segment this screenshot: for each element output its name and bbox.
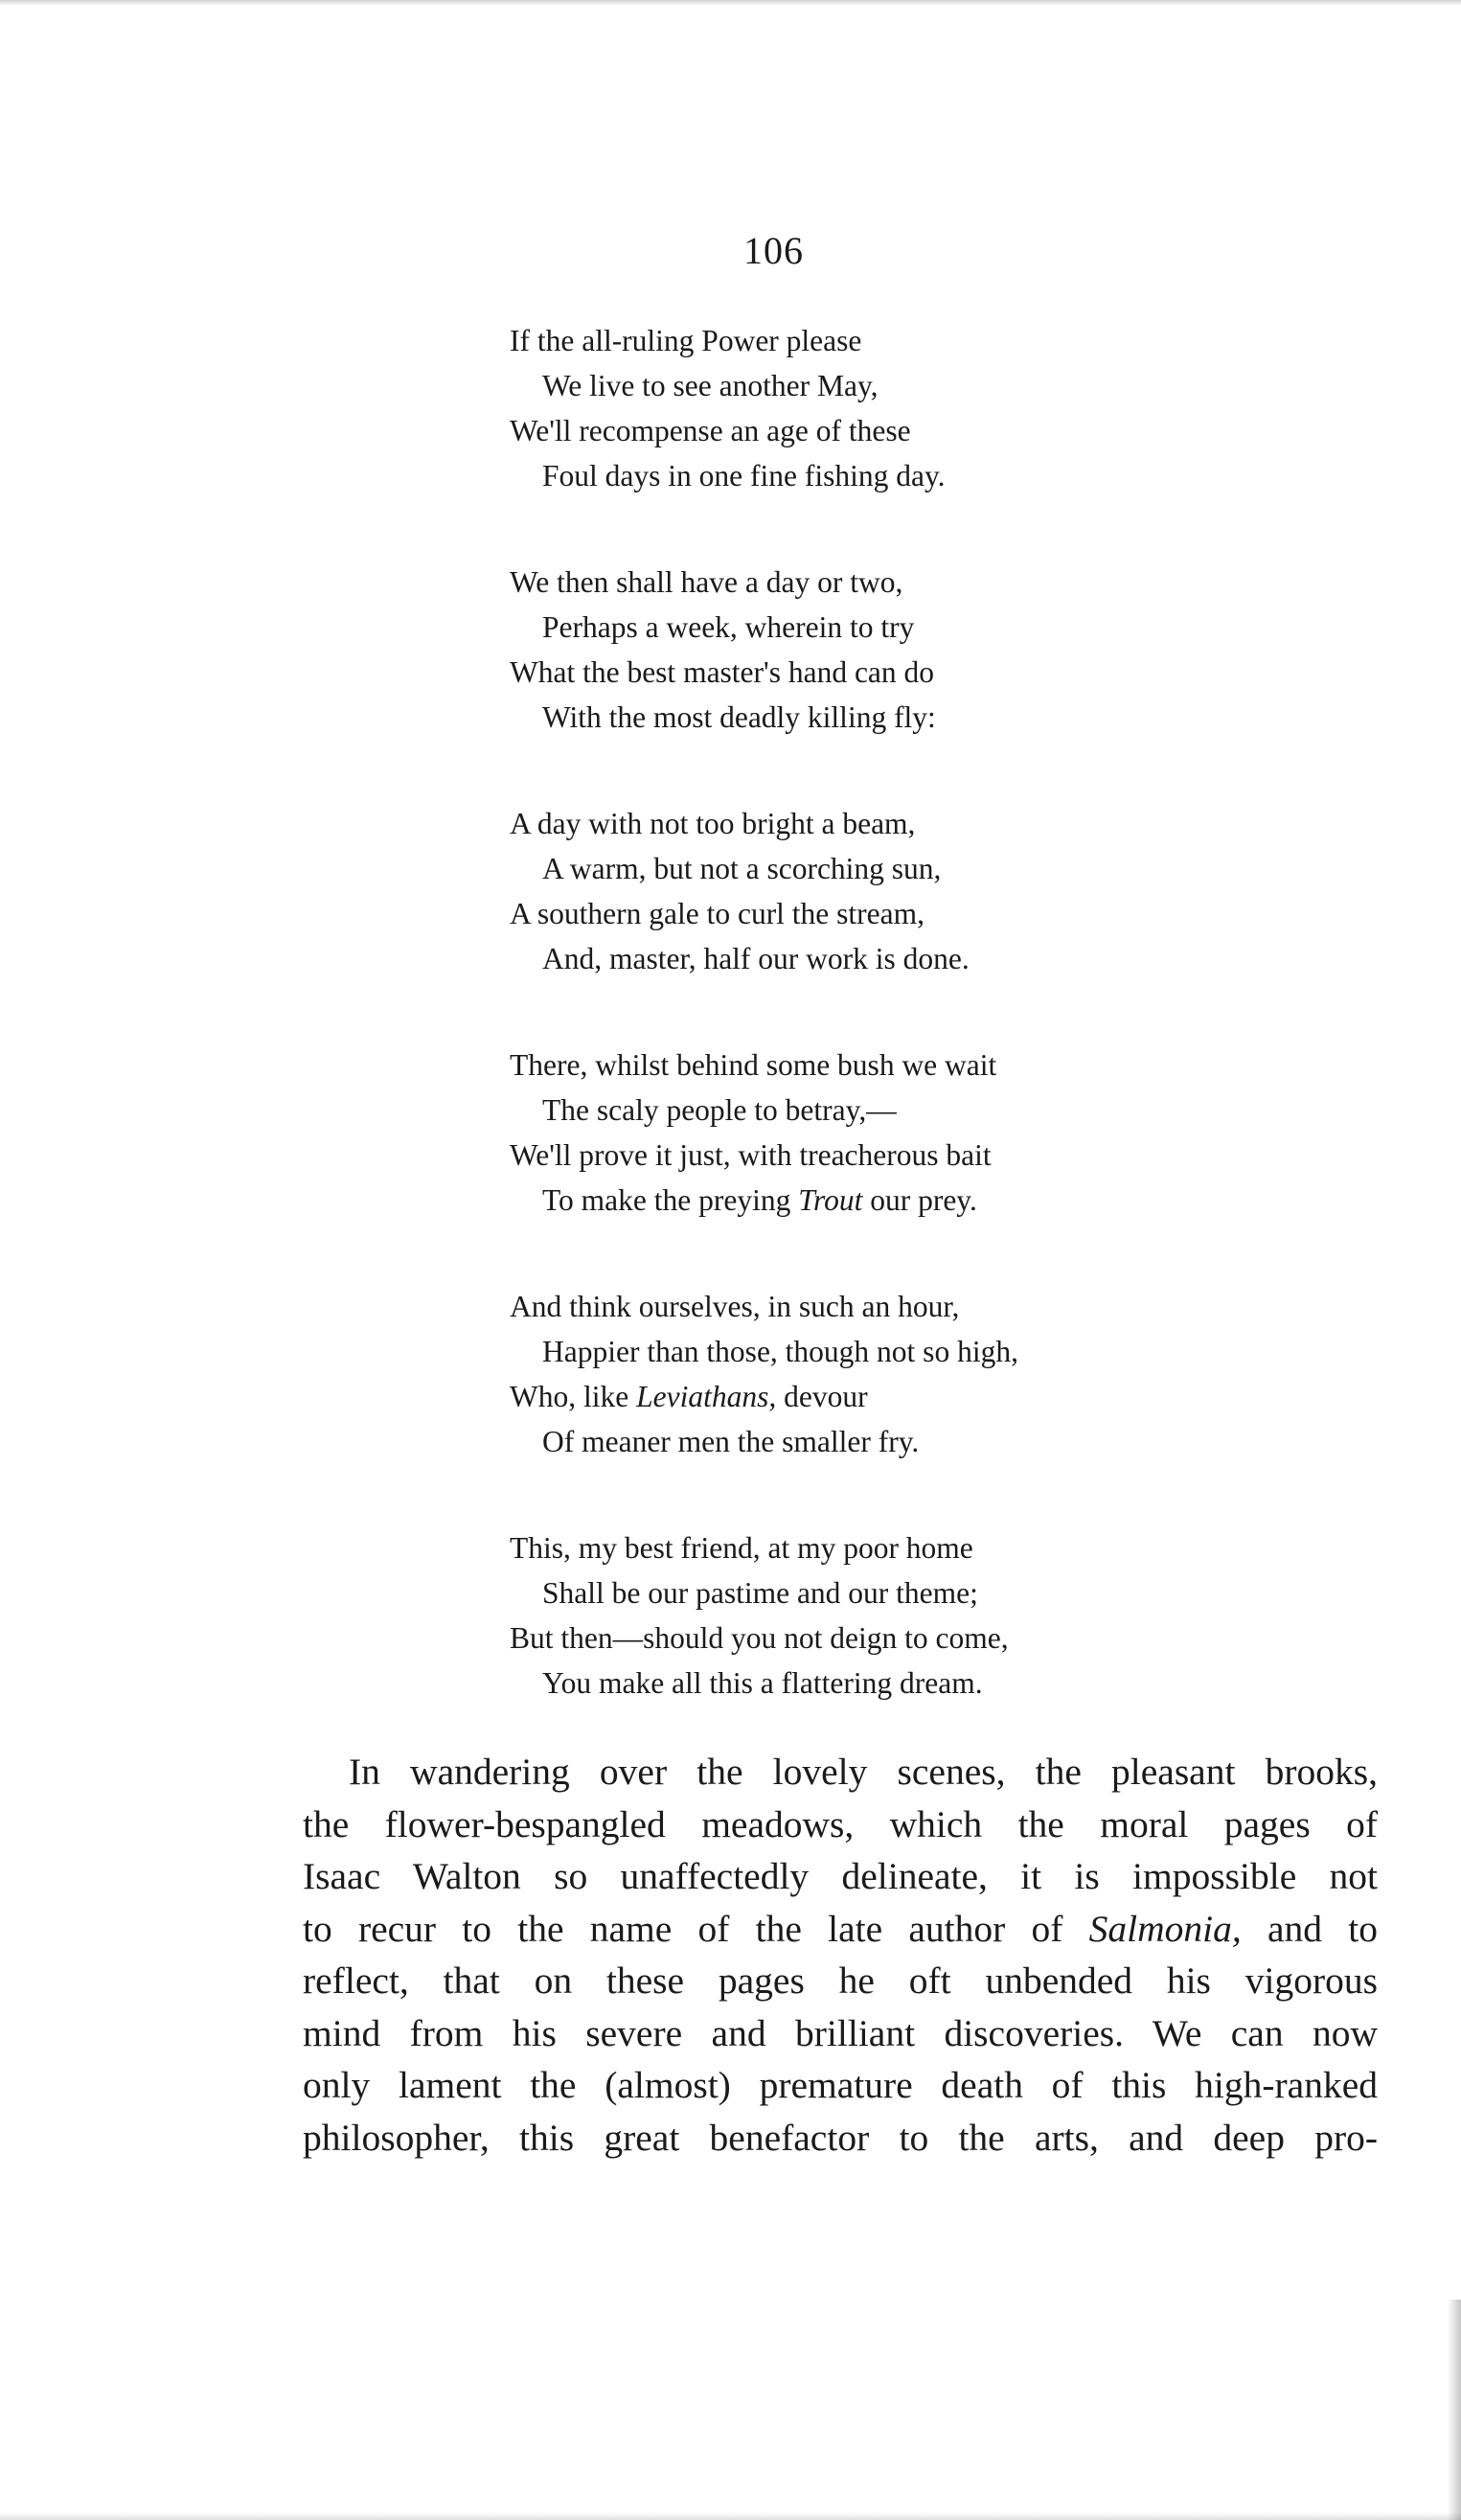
poem-line: You make all this a flattering dream. (542, 1666, 983, 1700)
poem-line: Of meaner men the smaller fry. (542, 1425, 920, 1458)
prose-line (303, 1903, 1378, 1956)
poem-line: And, master, half our work is done. (542, 942, 970, 975)
poem-line: We live to see another May, (542, 369, 879, 402)
scan-edge-top (0, 0, 1461, 6)
prose-line: In wandering over the lovely scenes, the pleasant brooks, (349, 1751, 1378, 1793)
poem-line: But then—should you not deign to come, (510, 1621, 1009, 1655)
stanza-6 (510, 1525, 1180, 1706)
prose-line: only lament the (almost) premature death of this high-ranked (303, 2064, 1378, 2106)
poem-line: We then shall have a day or two, (510, 565, 903, 599)
prose-line-part: to recur to the name of the late author of (303, 1907, 1063, 1950)
stanza-4 (510, 1042, 1180, 1223)
prose-line: Isaac Walton so unaffectedly delineate, it is impossible not (303, 1855, 1378, 1897)
stanza-5 (510, 1284, 1180, 1464)
poem-line: With the most deadly killing fly: (542, 700, 936, 734)
italic-word-trout: Trout (798, 1183, 863, 1217)
italic-word-leviathans: Leviathans, (636, 1380, 777, 1413)
prose-line: the flower-bespangled meadows, which the moral pages of (303, 1802, 1378, 1845)
poem (510, 318, 1180, 1767)
scan-edge-bottom (0, 2512, 1461, 2520)
poem-line-part: Who, like (510, 1380, 629, 1413)
poem-line: If the all-ruling Power please (510, 324, 862, 357)
poem-line: There, whilst behind some bush we wait (510, 1048, 997, 1082)
prose-line: reflect, that on these pages he oft unbended his vigorous (303, 1959, 1378, 2002)
prose-line: philosopher, this great benefactor to the arts, and deep pro- (303, 2116, 1378, 2159)
prose-line: mind from his severe and brilliant discoveries. We can now (303, 2011, 1378, 2054)
poem-line: This, my best friend, at my poor home (510, 1531, 973, 1565)
poem-line: A day with not too bright a beam, (510, 807, 916, 840)
page-number: 106 (743, 229, 804, 272)
prose-line-part: and to (1267, 1907, 1379, 1950)
poem-line-part: our prey. (870, 1183, 977, 1217)
stanza-1 (510, 318, 1180, 498)
poem-line: A southern gale to curl the stream, (510, 897, 925, 930)
poem-line: And think ourselves, in such an hour, (510, 1290, 960, 1323)
poem-line: We'll prove it just, with treacherous bait (510, 1138, 992, 1172)
poem-line: Happier than those, though not so high, (542, 1335, 1018, 1368)
italic-word-salmonia: Salmonia, (1088, 1907, 1242, 1950)
poem-line: What the best master's hand can do (510, 655, 935, 689)
poem-line: Foul days in one fine fishing day. (542, 459, 946, 493)
poem-line-part: devour (784, 1380, 868, 1413)
scan-edge-right (1448, 2300, 1461, 2520)
stanza-2 (510, 560, 1180, 740)
prose-paragraph (303, 1746, 1378, 2164)
poem-line (510, 1374, 1180, 1419)
poem-line: We'll recompense an age of these (510, 414, 911, 447)
poem-line (510, 1178, 1180, 1223)
poem-line: Shall be our pastime and our theme; (542, 1576, 978, 1610)
poem-line: A warm, but not a scorching sun, (542, 852, 942, 885)
poem-line: The scaly people to betray,— (542, 1093, 897, 1127)
poem-line-part: To make the preying (542, 1183, 791, 1217)
stanza-3 (510, 801, 1180, 981)
poem-line: Perhaps a week, wherein to try (542, 610, 915, 644)
